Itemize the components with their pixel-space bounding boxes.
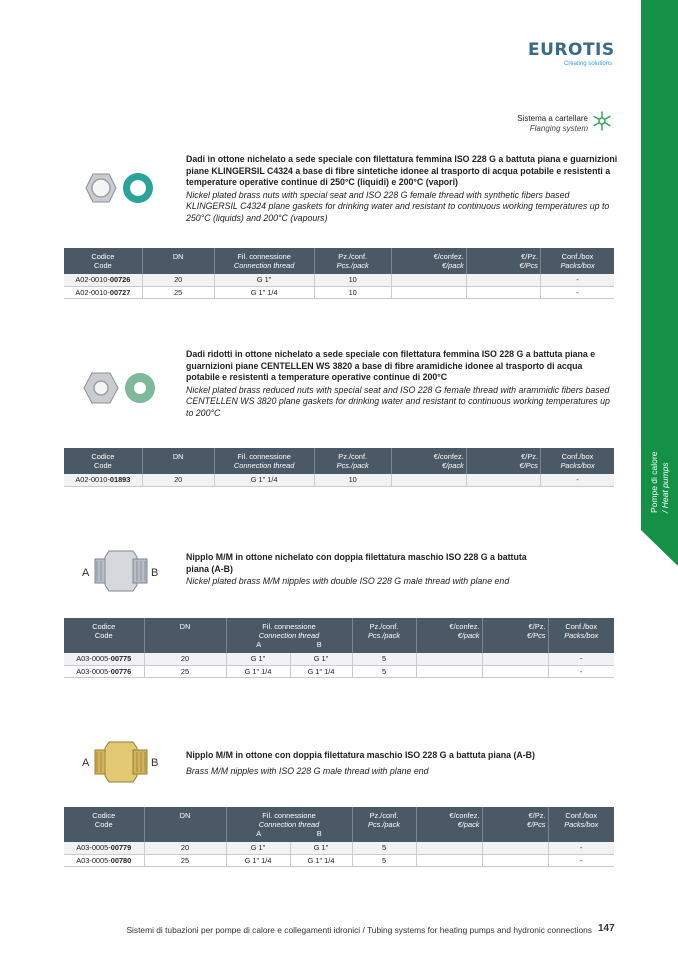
system-label xyxy=(470,114,588,134)
table-header xyxy=(64,248,614,274)
brand-logo xyxy=(528,40,618,67)
table-header: Codice Code DN Fil. connessione Connection thread A B Pz./conf. Pcs./pack €/confez. €/pack €/Pz. €/Pcs Conf./box Packs/box xyxy=(64,618,614,653)
snowflake-sun-icon xyxy=(591,110,613,132)
brass-nipple-image xyxy=(93,738,149,786)
section3-table xyxy=(64,618,614,678)
side-tab-label xyxy=(647,445,675,525)
brand-tagline: Creating solutions xyxy=(563,61,612,67)
section1-table xyxy=(64,248,614,299)
reduced-nut-with-gasket-image xyxy=(80,366,160,410)
table-row: A02-0010-00726 20 G 1" 10 - xyxy=(64,274,614,286)
col-dn: DN xyxy=(142,248,214,274)
section1-description xyxy=(186,154,618,225)
section2-description xyxy=(186,349,618,420)
col-code: Codice Code xyxy=(64,248,142,274)
section1-desc-it: Dadi in ottone nichelato a sede speciale con filettatura femmina ISO 228 G a battuta piana e guarnizioni piane KLINGERSIL C4324 a base di fibre sintetiche idonee al trasporto di acqua potabile e resistenti a temperature operative continue di 250°C (liquidi) e 200°C (vapori) xyxy=(186,154,618,188)
section4-desc-it: Nipplo M/M in ottone con doppia filettatura maschio ISO 228 G a battuta piana (A-B) xyxy=(186,750,535,760)
label-a: A xyxy=(82,757,90,769)
col-box: Conf./box Packs/box xyxy=(541,248,615,274)
table-row: A02-0010-00727 25 G 1" 1/4 10 - xyxy=(64,286,614,298)
section4-description xyxy=(186,750,618,777)
system-label-it: Sistema a cartellare xyxy=(517,114,588,123)
table-row: A03-0005-00775 20 G 1" G 1" 5 - xyxy=(64,653,614,665)
label-b: B xyxy=(151,567,159,579)
table-header: Codice Code DN Fil. connessione Connection thread A B Pz./conf. Pcs./pack €/confez. €/pack €/Pz. €/Pcs Conf./box Packs/box xyxy=(64,807,614,842)
section4-desc-en: Brass M/M nipples with ISO 228 G male thread with plane end xyxy=(186,765,429,776)
col-pack: Pz./conf. Pcs./pack xyxy=(314,248,391,274)
table-header: Codice Code DN Fil. connessione Connection thread Pz./conf. Pcs./pack €/confez. €/pack €/Pz. €/Pcs Conf./box Packs/box xyxy=(64,448,614,474)
nickel-nipple-image xyxy=(93,547,149,595)
table-row: A03-0005-00779 20 G 1" G 1" 5 - xyxy=(64,842,614,854)
table-row: A02-0010-01893 20 G 1" 1/4 10 - xyxy=(64,474,614,486)
label-b: B xyxy=(151,757,159,769)
footer-text: Sistemi di tubazioni per pompe di calore e collegamenti idronici / Tubing systems for heating pumps and hydronic connections xyxy=(126,925,592,935)
brand-name: EUROTIS xyxy=(528,40,615,60)
section2-table xyxy=(64,448,614,487)
side-tab-corner xyxy=(641,530,678,566)
table-row: A03-0005-00776 25 G 1" 1/4 G 1" 1/4 5 - xyxy=(64,665,614,677)
section1-desc-en: Nickel plated brass nuts with special seat and ISO 228 G female thread with synthetic fibers based KLINGERSIL C4324 plane gaskets for drinking water and resistant to continuous working temperatures up to 250°C (liquids) and 200°C (vapours) xyxy=(186,189,610,223)
section2-desc-en: Nickel plated brass reduced nuts with special seat and ISO 228 G female thread with arammidic fibers based CENTELLEN WS 3820 plane gaskets for drinking water and resistant to continuous working temperatures up to 200°C xyxy=(186,384,610,418)
col-eur-pz: €/Pz. €/Pcs xyxy=(466,248,540,274)
section2-desc-it: Dadi ridotti in ottone nichelato a sede speciale con filettatura femmina ISO 228 G a battuta piana e guarnizioni piane CENTELLEN WS 3820 a base di fibre aramidiche idonee al trasporto di acqua potabile e resistenti a temperature operative continue di 200°C xyxy=(186,349,596,383)
col-eur-pack: €/confez. €/pack xyxy=(391,248,466,274)
section3-desc-it: Nipplo M/M in ottone nichelato con doppia filettatura maschio ISO 228 G a battuta piana (A-B) xyxy=(186,552,527,574)
section3-description xyxy=(186,552,618,588)
side-tab-line1: Pompe di calore xyxy=(649,451,659,513)
col-conn: Fil. connessione Connection thread xyxy=(214,248,314,274)
nut-with-gasket-image xyxy=(80,166,160,210)
label-a: A xyxy=(82,567,90,579)
side-tab-line2: / Heat pumps xyxy=(660,462,670,513)
system-label-en: Flanging system xyxy=(529,124,588,133)
section3-desc-en: Nickel plated brass M/M nipples with double ISO 228 G male thread with plane end xyxy=(186,576,510,587)
section4-table xyxy=(64,807,614,867)
page-number: 147 xyxy=(598,923,615,934)
table-row: A03-0005-00780 25 G 1" 1/4 G 1" 1/4 5 - xyxy=(64,854,614,866)
